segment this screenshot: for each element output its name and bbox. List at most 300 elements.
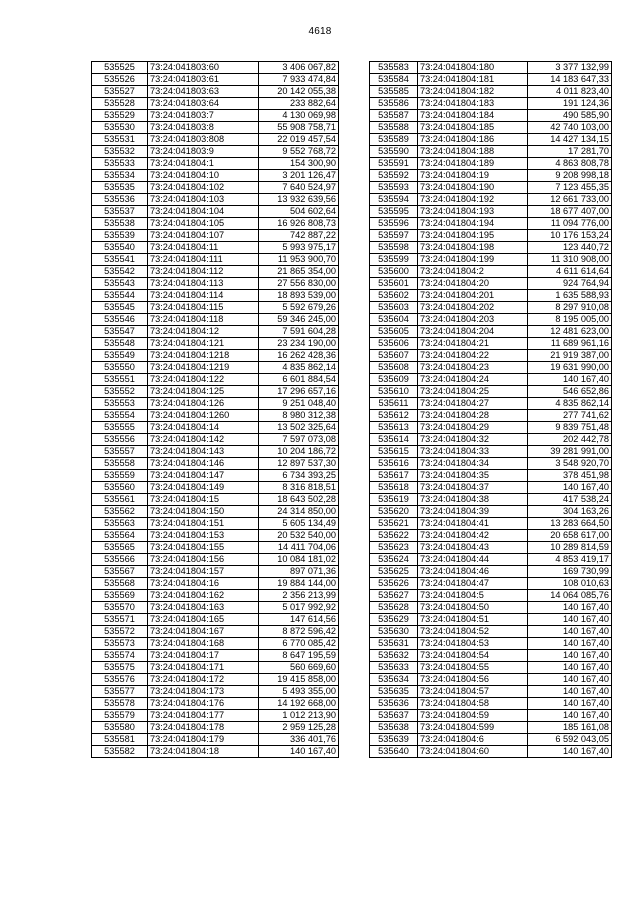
cadastral-number-cell: 73:24:041803:9 [148,146,259,158]
cadastral-number-cell: 73:24:041804:1260 [148,410,259,422]
row-number-cell: 535583 [370,62,418,74]
cadastral-value-cell: 10 289 814,59 [528,542,612,554]
cadastral-number-cell: 73:24:041804:202 [418,302,528,314]
cadastral-value-cell: 378 451,98 [528,470,612,482]
cadastral-value-cell: 6 770 085,42 [259,638,339,650]
row-number-cell: 535540 [92,242,148,254]
table-row [370,362,612,374]
cadastral-value-cell: 23 234 190,00 [259,338,339,350]
row-number-cell: 535630 [370,626,418,638]
cadastral-value-cell: 21 865 354,00 [259,266,339,278]
cadastral-number-cell: 73:24:041804:163 [148,602,259,614]
cadastral-value-cell: 147 614,56 [259,614,339,626]
row-number-cell: 535590 [370,146,418,158]
row-number-cell: 535539 [92,230,148,242]
cadastral-number-cell: 73:24:041804:171 [148,662,259,674]
cadastral-number-cell: 73:24:041804:125 [148,386,259,398]
table-row [92,146,339,158]
table-row [370,554,612,566]
row-number-cell: 535548 [92,338,148,350]
cadastral-number-cell: 73:24:041803:7 [148,110,259,122]
table-row [92,554,339,566]
cadastral-number-cell: 73:24:041804:53 [418,638,528,650]
row-number-cell: 535573 [92,638,148,650]
row-number-cell: 535531 [92,134,148,146]
table-row [92,194,339,206]
cadastral-value-cell: 18 893 539,00 [259,290,339,302]
row-number-cell: 535595 [370,206,418,218]
table-row [370,698,612,710]
row-number-cell: 535620 [370,506,418,518]
row-number-cell: 535603 [370,302,418,314]
row-number-cell: 535534 [92,170,148,182]
table-row [92,650,339,662]
row-number-cell: 535629 [370,614,418,626]
table-row [92,458,339,470]
row-number-cell: 535533 [92,158,148,170]
cadastral-value-cell: 2 959 125,28 [259,722,339,734]
cadastral-value-cell: 417 538,24 [528,494,612,506]
cadastral-number-cell: 73:24:041804:52 [418,626,528,638]
cadastral-number-cell: 73:24:041804:23 [418,362,528,374]
cadastral-value-cell: 8 297 910,08 [528,302,612,314]
table-row [92,170,339,182]
cadastral-value-cell: 24 314 850,00 [259,506,339,518]
cadastral-value-cell: 140 167,40 [528,698,612,710]
row-number-cell: 535622 [370,530,418,542]
table-row [370,614,612,626]
cadastral-value-cell: 12 897 537,30 [259,458,339,470]
table-row [92,362,339,374]
cadastral-number-cell: 73:24:041804:168 [148,638,259,650]
row-number-cell: 535610 [370,386,418,398]
cadastral-number-cell: 73:24:041804:201 [418,290,528,302]
table-row [92,230,339,242]
table-row [92,662,339,674]
cadastral-number-cell: 73:24:041804:37 [418,482,528,494]
table-row [370,434,612,446]
cadastral-value-cell: 9 208 998,18 [528,170,612,182]
table-row [92,62,339,74]
row-number-cell: 535571 [92,614,148,626]
cadastral-number-cell: 73:24:041804:46 [418,566,528,578]
table-row [92,614,339,626]
cadastral-number-cell: 73:24:041804:17 [148,650,259,662]
cadastral-value-cell: 7 597 073,08 [259,434,339,446]
cadastral-table-left [91,61,339,758]
table-row [92,482,339,494]
cadastral-number-cell: 73:24:041803:63 [148,86,259,98]
cadastral-value-cell: 7 123 455,35 [528,182,612,194]
table-row [92,326,339,338]
table-row [92,506,339,518]
row-number-cell: 535621 [370,518,418,530]
cadastral-value-cell: 504 602,64 [259,206,339,218]
cadastral-number-cell: 73:24:041804:181 [418,74,528,86]
table-row [370,86,612,98]
table-row [92,698,339,710]
table-row [92,626,339,638]
cadastral-number-cell: 73:24:041804:44 [418,554,528,566]
table-row [370,218,612,230]
table-row [370,194,612,206]
cadastral-number-cell: 73:24:041804:102 [148,182,259,194]
cadastral-value-cell: 9 552 768,72 [259,146,339,158]
cadastral-value-cell: 8 195 005,00 [528,314,612,326]
cadastral-number-cell: 73:24:041804:151 [148,518,259,530]
row-number-cell: 535557 [92,446,148,458]
cadastral-number-cell: 73:24:041804:177 [148,710,259,722]
table-row [92,674,339,686]
cadastral-number-cell: 73:24:041804:186 [418,134,528,146]
cadastral-value-cell: 277 741,62 [528,410,612,422]
row-number-cell: 535569 [92,590,148,602]
row-number-cell: 535591 [370,158,418,170]
cadastral-value-cell: 140 167,40 [528,662,612,674]
cadastral-value-cell: 1 012 213,90 [259,710,339,722]
row-number-cell: 535579 [92,710,148,722]
table-row [370,674,612,686]
cadastral-value-cell: 4 863 808,78 [528,158,612,170]
table-row [92,542,339,554]
row-number-cell: 535635 [370,686,418,698]
cadastral-value-cell: 19 884 144,00 [259,578,339,590]
cadastral-number-cell: 73:24:041804:57 [418,686,528,698]
cadastral-number-cell: 73:24:041804:114 [148,290,259,302]
cadastral-number-cell: 73:24:041804:47 [418,578,528,590]
cadastral-value-cell: 169 730,99 [528,566,612,578]
table-row [370,578,612,590]
row-number-cell: 535640 [370,746,418,758]
row-number-cell: 535576 [92,674,148,686]
cadastral-number-cell: 73:24:041804:180 [418,62,528,74]
table-row [370,626,612,638]
cadastral-value-cell: 22 019 457,54 [259,134,339,146]
table-row [370,506,612,518]
row-number-cell: 535597 [370,230,418,242]
table-row [92,530,339,542]
cadastral-number-cell: 73:24:041804:153 [148,530,259,542]
table-row [370,230,612,242]
cadastral-value-cell: 140 167,40 [528,638,612,650]
cadastral-number-cell: 73:24:041804:27 [418,398,528,410]
cadastral-number-cell: 73:24:041804:203 [418,314,528,326]
row-number-cell: 535562 [92,506,148,518]
row-number-cell: 535639 [370,734,418,746]
cadastral-number-cell: 73:24:041804:192 [418,194,528,206]
cadastral-number-cell: 73:24:041804:111 [148,254,259,266]
cadastral-value-cell: 140 167,40 [528,482,612,494]
table-row [92,122,339,134]
cadastral-number-cell: 73:24:041804:173 [148,686,259,698]
cadastral-value-cell: 154 300,90 [259,158,339,170]
table-row [92,314,339,326]
cadastral-value-cell: 5 993 975,17 [259,242,339,254]
cadastral-number-cell: 73:24:041804:38 [418,494,528,506]
cadastral-number-cell: 73:24:041804:146 [148,458,259,470]
row-number-cell: 535525 [92,62,148,74]
table-row [370,110,612,122]
row-number-cell: 535575 [92,662,148,674]
cadastral-value-cell: 9 251 048,40 [259,398,339,410]
table-row [92,242,339,254]
table-row [370,686,612,698]
cadastral-number-cell: 73:24:041804:19 [418,170,528,182]
row-number-cell: 535580 [92,722,148,734]
cadastral-number-cell: 73:24:041804:188 [418,146,528,158]
table-row [370,530,612,542]
table-row [92,74,339,86]
row-number-cell: 535529 [92,110,148,122]
cadastral-value-cell: 191 124,36 [528,98,612,110]
cadastral-value-cell: 185 161,08 [528,722,612,734]
row-number-cell: 535638 [370,722,418,734]
cadastral-number-cell: 73:24:041804:167 [148,626,259,638]
cadastral-value-cell: 4 835 862,14 [528,398,612,410]
table-row [92,578,339,590]
row-number-cell: 535561 [92,494,148,506]
row-number-cell: 535549 [92,350,148,362]
cadastral-number-cell: 73:24:041804:59 [418,710,528,722]
cadastral-value-cell: 10 084 181,02 [259,554,339,566]
row-number-cell: 535572 [92,626,148,638]
cadastral-value-cell: 14 064 085,76 [528,590,612,602]
cadastral-value-cell: 3 548 920,70 [528,458,612,470]
table-row [92,722,339,734]
table-row [370,206,612,218]
row-number-cell: 535598 [370,242,418,254]
table-row [92,386,339,398]
row-number-cell: 535605 [370,326,418,338]
table-row [92,374,339,386]
cadastral-value-cell: 5 605 134,49 [259,518,339,530]
table-row [92,518,339,530]
table-row [92,254,339,266]
table-row [370,302,612,314]
cadastral-value-cell: 11 094 776,00 [528,218,612,230]
row-number-cell: 535565 [92,542,148,554]
cadastral-value-cell: 4 853 419,17 [528,554,612,566]
cadastral-value-cell: 490 585,90 [528,110,612,122]
row-number-cell: 535545 [92,302,148,314]
row-number-cell: 535586 [370,98,418,110]
cadastral-value-cell: 13 932 639,56 [259,194,339,206]
cadastral-value-cell: 5 017 992,92 [259,602,339,614]
table-row [370,746,612,758]
cadastral-value-cell: 20 532 540,00 [259,530,339,542]
row-number-cell: 535555 [92,422,148,434]
row-number-cell: 535584 [370,74,418,86]
cadastral-number-cell: 73:24:041804:179 [148,734,259,746]
table-row [92,638,339,650]
cadastral-value-cell: 924 764,94 [528,278,612,290]
cadastral-number-cell: 73:24:041804:142 [148,434,259,446]
cadastral-number-cell: 73:24:041804:105 [148,218,259,230]
cadastral-value-cell: 140 167,40 [528,614,612,626]
cadastral-value-cell: 12 661 733,00 [528,194,612,206]
cadastral-value-cell: 4 835 862,14 [259,362,339,374]
table-row [370,134,612,146]
cadastral-value-cell: 3 377 132,99 [528,62,612,74]
cadastral-value-cell: 10 176 153,24 [528,230,612,242]
table-row [370,494,612,506]
cadastral-value-cell: 897 071,36 [259,566,339,578]
row-number-cell: 535544 [92,290,148,302]
row-number-cell: 535600 [370,266,418,278]
row-number-cell: 535608 [370,362,418,374]
cadastral-number-cell: 73:24:041804:42 [418,530,528,542]
cadastral-value-cell: 59 346 245,00 [259,314,339,326]
table-row [370,74,612,86]
cadastral-number-cell: 73:24:041804:143 [148,446,259,458]
row-number-cell: 535592 [370,170,418,182]
cadastral-value-cell: 6 734 393,25 [259,470,339,482]
row-number-cell: 535594 [370,194,418,206]
cadastral-number-cell: 73:24:041804:113 [148,278,259,290]
cadastral-number-cell: 73:24:041804:112 [148,266,259,278]
cadastral-value-cell: 4 611 614,64 [528,266,612,278]
cadastral-number-cell: 73:24:041804:199 [418,254,528,266]
table-row [92,86,339,98]
cadastral-value-cell: 6 592 043,05 [528,734,612,746]
table-row [370,62,612,74]
table-row [370,734,612,746]
table-row [370,722,612,734]
cadastral-number-cell: 73:24:041804:121 [148,338,259,350]
cadastral-value-cell: 304 163,26 [528,506,612,518]
table-row [92,446,339,458]
table-row [370,542,612,554]
row-number-cell: 535601 [370,278,418,290]
cadastral-number-cell: 73:24:041804:103 [148,194,259,206]
row-number-cell: 535543 [92,278,148,290]
table-row [370,98,612,110]
table-row [370,662,612,674]
row-number-cell: 535559 [92,470,148,482]
table-row [92,710,339,722]
cadastral-value-cell: 11 310 908,00 [528,254,612,266]
cadastral-value-cell: 10 204 186,72 [259,446,339,458]
row-number-cell: 535558 [92,458,148,470]
cadastral-number-cell: 73:24:041804:107 [148,230,259,242]
cadastral-number-cell: 73:24:041803:64 [148,98,259,110]
cadastral-value-cell: 140 167,40 [528,650,612,662]
table-row [370,338,612,350]
cadastral-value-cell: 11 689 961,16 [528,338,612,350]
cadastral-value-cell: 7 591 604,28 [259,326,339,338]
table-row [370,314,612,326]
row-number-cell: 535633 [370,662,418,674]
cadastral-value-cell: 4 130 069,98 [259,110,339,122]
row-number-cell: 535613 [370,422,418,434]
table-row [92,290,339,302]
table-row [92,218,339,230]
cadastral-number-cell: 73:24:041804:56 [418,674,528,686]
cadastral-value-cell: 140 167,40 [528,602,612,614]
cadastral-value-cell: 8 980 312,38 [259,410,339,422]
page-number: 4618 [308,26,332,37]
row-number-cell: 535570 [92,602,148,614]
cadastral-value-cell: 55 908 758,71 [259,122,339,134]
row-number-cell: 535542 [92,266,148,278]
cadastral-number-cell: 73:24:041804:104 [148,206,259,218]
table-row [370,518,612,530]
row-number-cell: 535552 [92,386,148,398]
table-row [92,302,339,314]
cadastral-number-cell: 73:24:041804:34 [418,458,528,470]
table-row [92,206,339,218]
table-row [92,422,339,434]
table-row [92,278,339,290]
row-number-cell: 535634 [370,674,418,686]
table-row [370,146,612,158]
table-row [370,458,612,470]
table-row [370,422,612,434]
cadastral-number-cell: 73:24:041804:55 [418,662,528,674]
row-number-cell: 535541 [92,254,148,266]
cadastral-number-cell: 73:24:041804:156 [148,554,259,566]
row-number-cell: 535599 [370,254,418,266]
row-number-cell: 535528 [92,98,148,110]
row-number-cell: 535618 [370,482,418,494]
table-row [370,254,612,266]
cadastral-value-cell: 21 919 387,00 [528,350,612,362]
table-row [370,350,612,362]
table-row [92,266,339,278]
table-row [92,158,339,170]
cadastral-number-cell: 73:24:041804:15 [148,494,259,506]
row-number-cell: 535627 [370,590,418,602]
row-number-cell: 535626 [370,578,418,590]
cadastral-number-cell: 73:24:041804:43 [418,542,528,554]
cadastral-value-cell: 233 882,64 [259,98,339,110]
cadastral-number-cell: 73:24:041804:51 [418,614,528,626]
row-number-cell: 535574 [92,650,148,662]
table-row [370,266,612,278]
cadastral-number-cell: 73:24:041804:178 [148,722,259,734]
table-row [370,638,612,650]
cadastral-number-cell: 73:24:041804:28 [418,410,528,422]
cadastral-number-cell: 73:24:041804:39 [418,506,528,518]
cadastral-number-cell: 73:24:041804:184 [418,110,528,122]
row-number-cell: 535587 [370,110,418,122]
table-row [370,158,612,170]
table-row [370,122,612,134]
table-row [370,182,612,194]
cadastral-number-cell: 73:24:041804:50 [418,602,528,614]
table-row [370,482,612,494]
cadastral-value-cell: 742 887,22 [259,230,339,242]
row-number-cell: 535611 [370,398,418,410]
cadastral-number-cell: 73:24:041804:189 [418,158,528,170]
cadastral-value-cell: 140 167,40 [528,674,612,686]
cadastral-value-cell: 1 635 588,93 [528,290,612,302]
cadastral-number-cell: 73:24:041804:60 [418,746,528,758]
table-row [92,470,339,482]
cadastral-number-cell: 73:24:041804:204 [418,326,528,338]
cadastral-number-cell: 73:24:041804:198 [418,242,528,254]
row-number-cell: 535606 [370,338,418,350]
cadastral-value-cell: 42 740 103,00 [528,122,612,134]
cadastral-value-cell: 16 926 808,73 [259,218,339,230]
table-row [370,410,612,422]
row-number-cell: 535536 [92,194,148,206]
table-row [92,182,339,194]
row-number-cell: 535566 [92,554,148,566]
table-row [92,686,339,698]
cadastral-value-cell: 4 011 823,40 [528,86,612,98]
cadastral-number-cell: 73:24:041804:147 [148,470,259,482]
